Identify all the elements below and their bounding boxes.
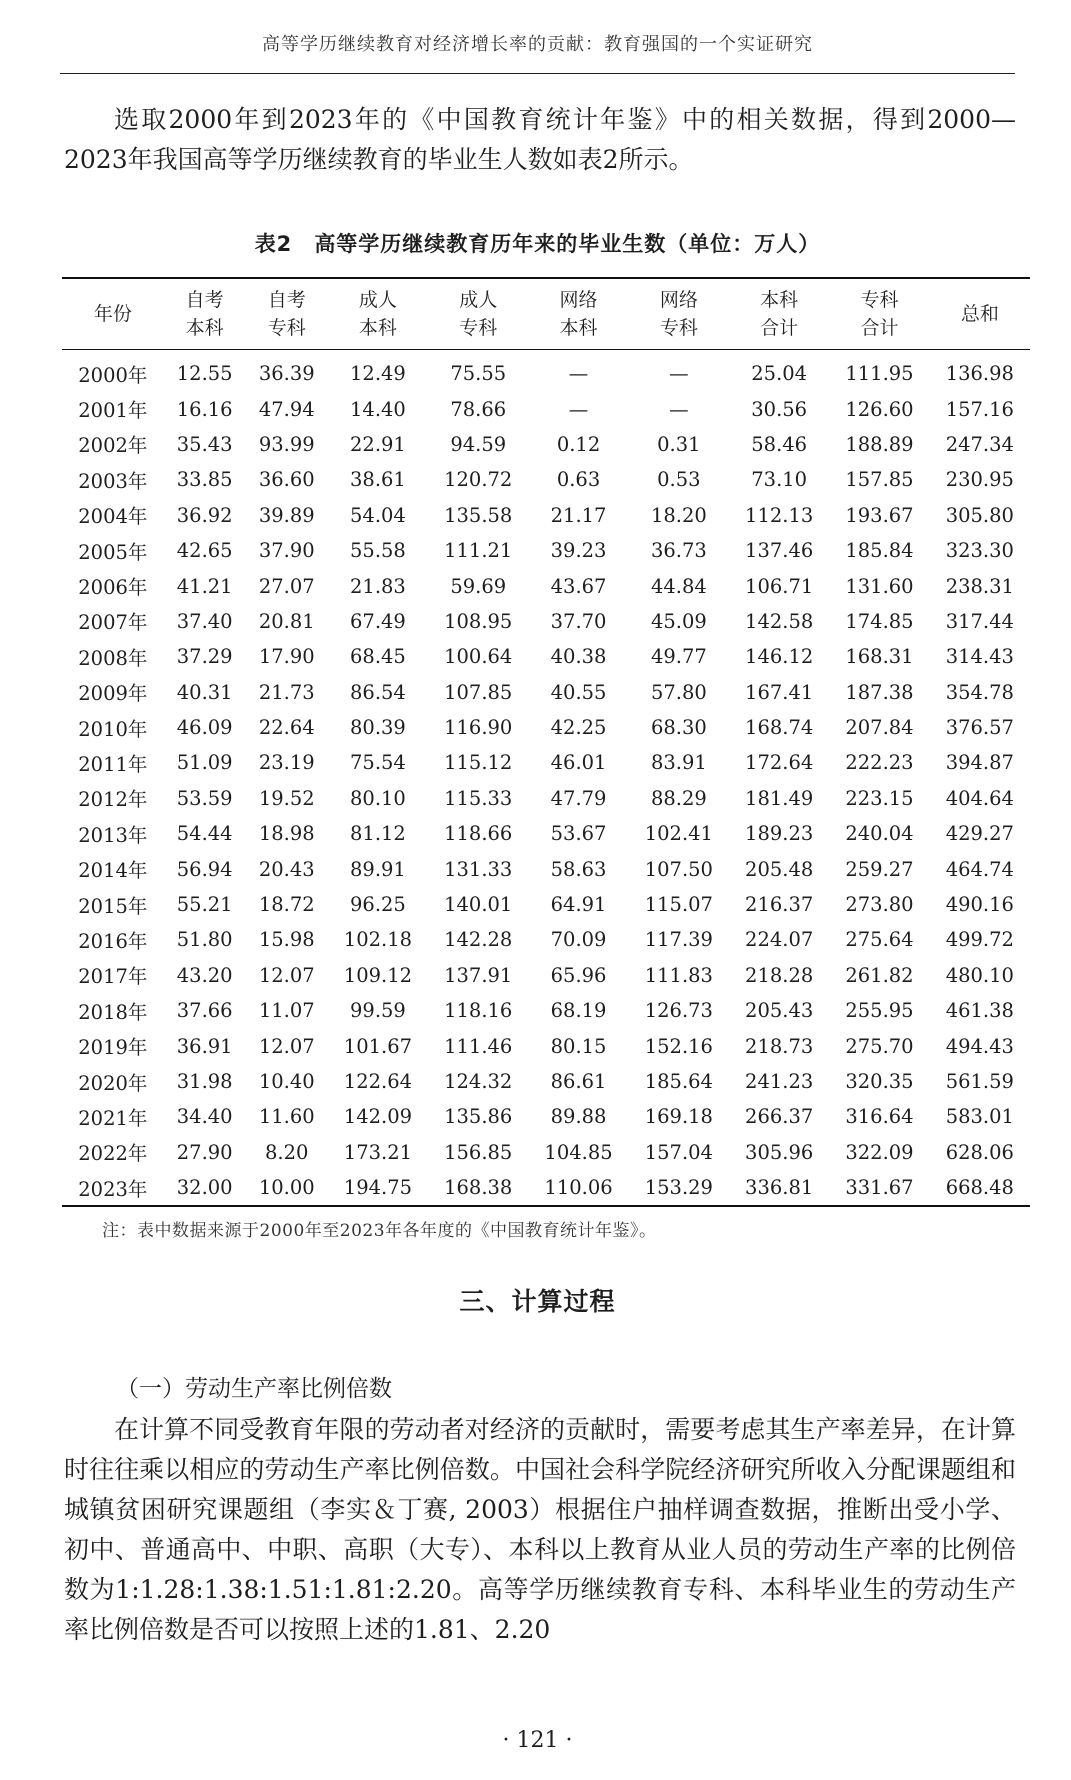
table-cell: 16.16 [176,397,233,421]
table-cell: 464.74 [945,857,1014,881]
table-row [62,887,1030,922]
table-cell: 120.72 [444,468,513,492]
table-cell: 322.09 [845,1140,914,1164]
table-row [62,1170,1030,1206]
table-cell: 80.15 [550,1034,607,1058]
table-cell: 115.33 [444,786,513,810]
subsection-heading: （一）劳动生产率比例倍数 [116,1376,392,1402]
table-cell: 51.80 [176,928,233,952]
table-cell: 115.07 [644,893,713,917]
table-cell: 46.09 [176,716,233,740]
table-cell-year: 2012年 [78,788,148,812]
table-cell: 106.71 [745,574,814,598]
table-cell: 22.64 [258,716,315,740]
table-cell: 131.33 [444,857,513,881]
table-cell: — [669,397,689,421]
table-row [62,675,1030,710]
table-cell-year: 2016年 [78,929,148,953]
intro-paragraph: 选取2000年到2023年的《中国教育统计年鉴》中的相关数据，得到2000—2023年我国高等学历继续教育的毕业生人数如表2所示。 [64,105,1016,174]
table-cell: 22.91 [350,432,406,456]
table-cell: 137.46 [745,539,814,563]
table-cell: 266.37 [745,1105,814,1129]
table-cell: 480.10 [945,963,1014,987]
table-cell: 10.40 [258,1070,315,1093]
table-cell: 320.35 [845,1070,914,1093]
table-cell-year: 2020年 [78,1071,148,1095]
table-cell: 37.66 [176,999,233,1023]
table-cell: 31.98 [176,1070,233,1093]
table-column-header: 自考 专科 [267,289,306,339]
table-cell: 101.67 [343,1034,413,1058]
table-row [62,922,1030,957]
table-caption [60,228,1015,258]
table-cell: 185.84 [845,539,914,563]
table-cell-year: 2017年 [78,965,148,989]
table-row [62,350,1030,392]
table-row [62,781,1030,816]
table-cell: 135.58 [444,503,513,527]
table-cell: 111.95 [845,362,914,386]
table-cell: 100.64 [444,645,513,669]
body-paragraph: 在计算不同受教育年限的劳动者对经济的贡献时，需要考虑其生产率差异，在计算时往往乘以相应的劳动生产率比例倍数。中国社会科学院经济研究所收入分配课题组和城镇贫困研究课题组（李实＆丁赛, 2003）根据住户抽样调查数据，推断出受小学、初中、普通高中、中职、高职（大专）、本科以上教育从业人员的劳动生产率的比例倍数为1:1.28:1.38:1.51:1.81:2.20。高等学历继续教育专科、本科毕业生的劳动生产率比例倍数是否可以按照上述的1.81、2.20 [64,1415,1016,1644]
table-cell: 30.56 [751,397,808,421]
table-cell: 36.39 [258,362,315,386]
table-cell: 58.46 [751,432,808,456]
table-cell-year: 2005年 [78,540,148,564]
table-cell: 42.25 [550,716,607,740]
graduates-table [62,277,1030,1207]
table-cell-year: 2010年 [78,717,148,741]
table-cell: 668.48 [945,1176,1014,1200]
table-cell: 224.07 [745,928,814,952]
table-cell: 80.39 [350,716,406,740]
table-cell: 21.73 [258,680,315,704]
table-cell: 461.38 [945,999,1014,1023]
table-cell: 35.43 [176,432,233,456]
table-cell-year: 2000年 [78,363,148,387]
table-cell-year: 2007年 [78,611,148,635]
table-cell: 331.67 [845,1176,914,1200]
table-caption-title: 高等学历继续教育历年来的毕业生数（单位：万人） [314,232,821,256]
table-cell: 142.09 [343,1105,413,1129]
table-cell: 218.73 [745,1034,814,1058]
table-row [62,462,1030,497]
table-cell: 36.92 [176,503,233,527]
table-column-header: 本科 合计 [760,289,799,339]
table-cell: 37.29 [176,645,233,669]
table-cell: 157.16 [945,397,1014,421]
table-cell: 20.81 [258,609,315,633]
table-row [62,533,1030,568]
table-cell: 247.34 [945,432,1014,456]
table-caption-number: 表2 [254,232,293,256]
table-cell: 64.91 [550,893,607,917]
table-cell: 0.53 [657,468,701,492]
table-cell: 140.01 [444,893,513,917]
table-row [62,391,1030,426]
table-cell: 12.07 [258,963,315,987]
table-cell: 207.84 [845,716,914,740]
table-cell: 0.12 [556,432,601,456]
table-cell: 47.79 [550,786,607,810]
table-cell: 37.40 [176,609,233,633]
table-cell: 68.30 [650,716,707,740]
table-cell: 43.20 [176,963,233,987]
table-row [62,498,1030,533]
table-cell: 10.00 [258,1176,315,1200]
table-cell: 146.12 [745,645,814,669]
table-cell: 174.85 [845,609,914,633]
table-row [62,1028,1030,1063]
table-cell: 194.75 [343,1176,413,1200]
table-cell-year: 2019年 [78,1036,148,1060]
table-cell: 561.59 [945,1070,1014,1093]
table-cell: 70.09 [550,928,607,952]
table-cell: 94.59 [450,432,507,456]
table-cell: 490.16 [945,893,1014,917]
table-cell: 354.78 [945,680,1014,704]
table-cell: 116.90 [444,716,513,740]
table-cell: 142.58 [745,609,814,633]
section-heading: 三、计算过程 [459,1287,616,1316]
table-cell: 111.46 [444,1034,513,1058]
table-cell: 111.21 [444,539,513,563]
table-cell: 12.07 [258,1034,315,1058]
table-cell: 172.64 [745,751,814,775]
table-cell: 317.44 [945,609,1014,633]
table-cell: 255.95 [845,999,914,1023]
table-cell: 39.23 [550,539,607,563]
table-cell: 157.85 [845,468,914,492]
table-cell: — [669,362,689,386]
table-cell: 27.07 [258,574,315,598]
table-cell: 259.27 [845,857,914,881]
table-cell: 23.19 [258,751,315,775]
table-cell: 494.43 [945,1034,1014,1058]
running-head: 高等学历继续教育对经济增长率的贡献：教育强国的一个实证研究 [262,34,813,55]
table-row [62,993,1030,1028]
table-cell: 11.60 [258,1105,315,1129]
table-cell: 11.07 [258,999,315,1023]
table-cell: 18.98 [258,822,315,846]
table-cell: 126.60 [845,397,914,421]
table-cell: 117.39 [644,928,713,952]
table-cell: 189.23 [745,822,814,846]
table-cell: 118.16 [444,999,513,1023]
table-cell: 88.29 [650,786,707,810]
table-cell: 305.96 [745,1140,814,1164]
table-cell: 33.85 [176,468,233,492]
table-column-header: 总和 [960,303,999,325]
table-cell: 108.95 [444,609,513,633]
table-cell: 49.77 [650,645,707,669]
table-cell: 429.27 [945,822,1014,846]
table-cell: 20.43 [258,857,315,881]
table-cell-year: 2014年 [78,859,148,883]
table-cell: 12.55 [176,362,233,386]
table-cell: 111.83 [644,963,713,987]
table-cell-year: 2022年 [78,1142,148,1166]
table-cell: 53.67 [550,822,607,846]
table-row [62,745,1030,780]
table-cell: 36.60 [258,468,315,492]
table-cell: 181.49 [745,786,814,810]
table-cell: 56.94 [176,857,233,881]
table-cell: 96.25 [350,893,406,917]
table-cell: 21.17 [550,503,607,527]
table-cell: 102.18 [343,928,413,952]
table-cell: 83.91 [650,751,707,775]
table-cell: 168.38 [444,1176,513,1200]
table-cell: 68.45 [350,645,406,669]
table-cell: 55.58 [350,539,406,563]
table-cell-year: 2006年 [78,576,148,600]
table-cell: 0.63 [556,468,601,492]
table-cell: 8.20 [265,1140,309,1164]
table-cell: 173.21 [343,1140,413,1164]
table-cell-year: 2013年 [78,823,148,847]
table-cell: 47.94 [258,397,315,421]
table-cell: 223.15 [845,786,914,810]
table-cell: 218.28 [745,963,814,987]
table-cell-year: 2009年 [78,682,148,706]
table-cell: 167.41 [745,680,814,704]
table-cell: 102.41 [644,822,713,846]
table-cell: 323.30 [945,539,1014,563]
table-cell: 261.82 [845,963,914,987]
table-cell: 99.59 [350,999,406,1023]
table-cell: 336.81 [745,1176,814,1200]
table-cell: 142.28 [444,928,513,952]
table-cell: 37.70 [550,609,607,633]
table-column-header: 成人 专科 [459,289,498,339]
table-cell: 136.98 [945,362,1014,386]
table-header [62,278,1030,350]
table-note: 注：表中数据来源于2000年至2023年各年度的《中国教育统计年鉴》。 [102,1221,657,1241]
table-cell: 80.10 [350,786,406,810]
table-row [62,1099,1030,1134]
table-cell: 36.91 [176,1034,233,1058]
table-cell: 187.38 [845,680,914,704]
table-cell: 135.86 [444,1105,513,1129]
table-row [62,427,1030,462]
table-cell: 193.67 [845,503,914,527]
table-cell: 53.59 [176,786,233,810]
table-cell: 86.61 [550,1070,607,1093]
table-cell: 222.23 [845,751,914,775]
table-cell: 404.64 [945,786,1014,810]
table-cell: 305.80 [945,503,1014,527]
table-cell: 21.83 [350,574,406,598]
table-row [62,710,1030,745]
table-cell: 34.40 [176,1105,233,1129]
table-cell: 25.04 [751,362,808,386]
table-cell: 40.38 [550,645,607,669]
table-cell: 205.43 [745,999,814,1023]
table-cell: 241.23 [745,1070,814,1093]
page-number: · 121 · [502,1728,573,1753]
table-cell: 238.31 [945,574,1014,598]
table-cell: 75.54 [350,751,406,775]
table-cell-year: 2023年 [78,1177,148,1201]
table-cell: 17.90 [258,645,315,669]
table-cell: 376.57 [945,716,1014,740]
table-cell: 73.10 [751,468,808,492]
table-cell: 89.91 [350,857,406,881]
table-cell-year: 2008年 [78,646,148,670]
table-row [62,604,1030,639]
table-cell: 58.63 [550,857,607,881]
table-cell: 39.89 [258,503,315,527]
table-cell-year: 2002年 [78,434,148,458]
table-cell: 41.21 [176,574,233,598]
table-cell: 124.32 [444,1070,513,1093]
table-cell: 42.65 [176,539,233,563]
table-cell: 65.96 [550,963,607,987]
table-cell: 316.64 [845,1105,914,1129]
table-cell-year: 2021年 [78,1106,148,1130]
table-column-header: 专科 合计 [860,289,899,339]
table-cell: 168.31 [845,645,914,669]
table-cell-year: 2018年 [78,1000,148,1024]
table-cell-year: 2001年 [78,399,148,423]
table-cell: 118.66 [444,822,513,846]
table-cell: 81.12 [350,822,406,846]
table-cell: 185.64 [644,1070,713,1093]
table-cell: 156.85 [444,1140,513,1164]
table-cell: 54.44 [176,822,233,846]
table-cell: 19.52 [258,786,315,810]
table-cell: 107.85 [444,680,513,704]
table-cell: 109.12 [343,963,413,987]
table-cell-year: 2004年 [78,505,148,529]
table-cell: — [568,362,589,386]
header-rule [60,73,1015,74]
table-cell: 27.90 [176,1140,233,1164]
table-column-header: 自考 本科 [185,289,224,339]
table-cell: 78.66 [450,397,507,421]
table-body [62,350,1030,1207]
table-cell: 216.37 [745,893,814,917]
table-cell: 59.69 [450,574,507,598]
table-cell: — [568,397,589,421]
table-cell: 107.50 [644,857,713,881]
table-cell: 110.06 [544,1176,613,1200]
table-column-header: 年份 [93,303,132,325]
table-column-header: 网络 本科 [559,289,598,339]
table-cell: 499.72 [945,928,1014,952]
table-cell: 275.70 [845,1034,914,1058]
table-cell: 126.73 [644,999,713,1023]
table-cell: 93.99 [258,432,315,456]
table-row [62,1135,1030,1170]
table-cell: 583.01 [945,1105,1014,1129]
table-cell: 89.88 [550,1105,607,1129]
table-cell: 168.74 [745,716,814,740]
table-row [62,639,1030,674]
table-cell: 12.49 [350,362,406,386]
table-row [62,851,1030,886]
table-cell: 37.90 [258,539,315,563]
table-cell: 40.55 [550,680,607,704]
table-cell: 68.19 [550,999,607,1023]
table-cell: 38.61 [350,468,406,492]
table-cell: 628.06 [945,1140,1014,1164]
table-cell: 275.64 [845,928,914,952]
table-cell: 137.91 [444,963,513,987]
table-cell: 169.18 [644,1105,713,1129]
table-cell: 57.80 [650,680,707,704]
table-cell: 0.31 [657,432,701,456]
table-cell: 273.80 [845,893,914,917]
table-cell-year: 2003年 [78,469,148,493]
table-cell: 40.31 [176,680,233,704]
table-cell: 240.04 [845,822,914,846]
table-cell: 67.49 [350,609,406,633]
table-cell: 54.04 [350,503,406,527]
table-cell: 86.54 [350,680,406,704]
table-column-header: 成人 本科 [358,289,397,339]
table-cell: 75.55 [450,362,507,386]
table-cell-year: 2011年 [78,752,148,776]
table-cell: 112.13 [745,503,814,527]
table-row [62,1064,1030,1099]
table-cell: 51.09 [176,751,233,775]
table-header-row [62,278,1030,350]
table-cell: 122.64 [343,1070,413,1093]
table-cell: 115.12 [444,751,513,775]
table-cell: 44.84 [650,574,707,598]
table-cell: 314.43 [945,645,1014,669]
table-cell: 131.60 [845,574,914,598]
table-cell: 32.00 [176,1176,233,1200]
table-cell: 46.01 [550,751,607,775]
table-column-header: 网络 专科 [659,289,698,339]
table-cell: 18.20 [650,503,707,527]
table-cell: 188.89 [845,432,914,456]
table-cell: 152.16 [644,1034,713,1058]
table-row [62,568,1030,603]
table-cell: 14.40 [350,397,406,421]
table-cell: 394.87 [945,751,1014,775]
table-cell: 153.29 [644,1176,713,1200]
table-row [62,958,1030,993]
table-cell: 18.72 [258,893,315,917]
table-cell: 36.73 [650,539,707,563]
table-cell: 43.67 [550,574,607,598]
table-cell: 104.85 [544,1140,613,1164]
table-row [62,816,1030,851]
table-cell: 15.98 [258,928,315,952]
table-cell: 157.04 [644,1140,713,1164]
table-cell-year: 2015年 [78,894,148,918]
table-cell: 55.21 [176,893,233,917]
table-cell: 205.48 [745,857,814,881]
table-cell: 45.09 [650,609,707,633]
table-cell: 230.95 [945,468,1014,492]
